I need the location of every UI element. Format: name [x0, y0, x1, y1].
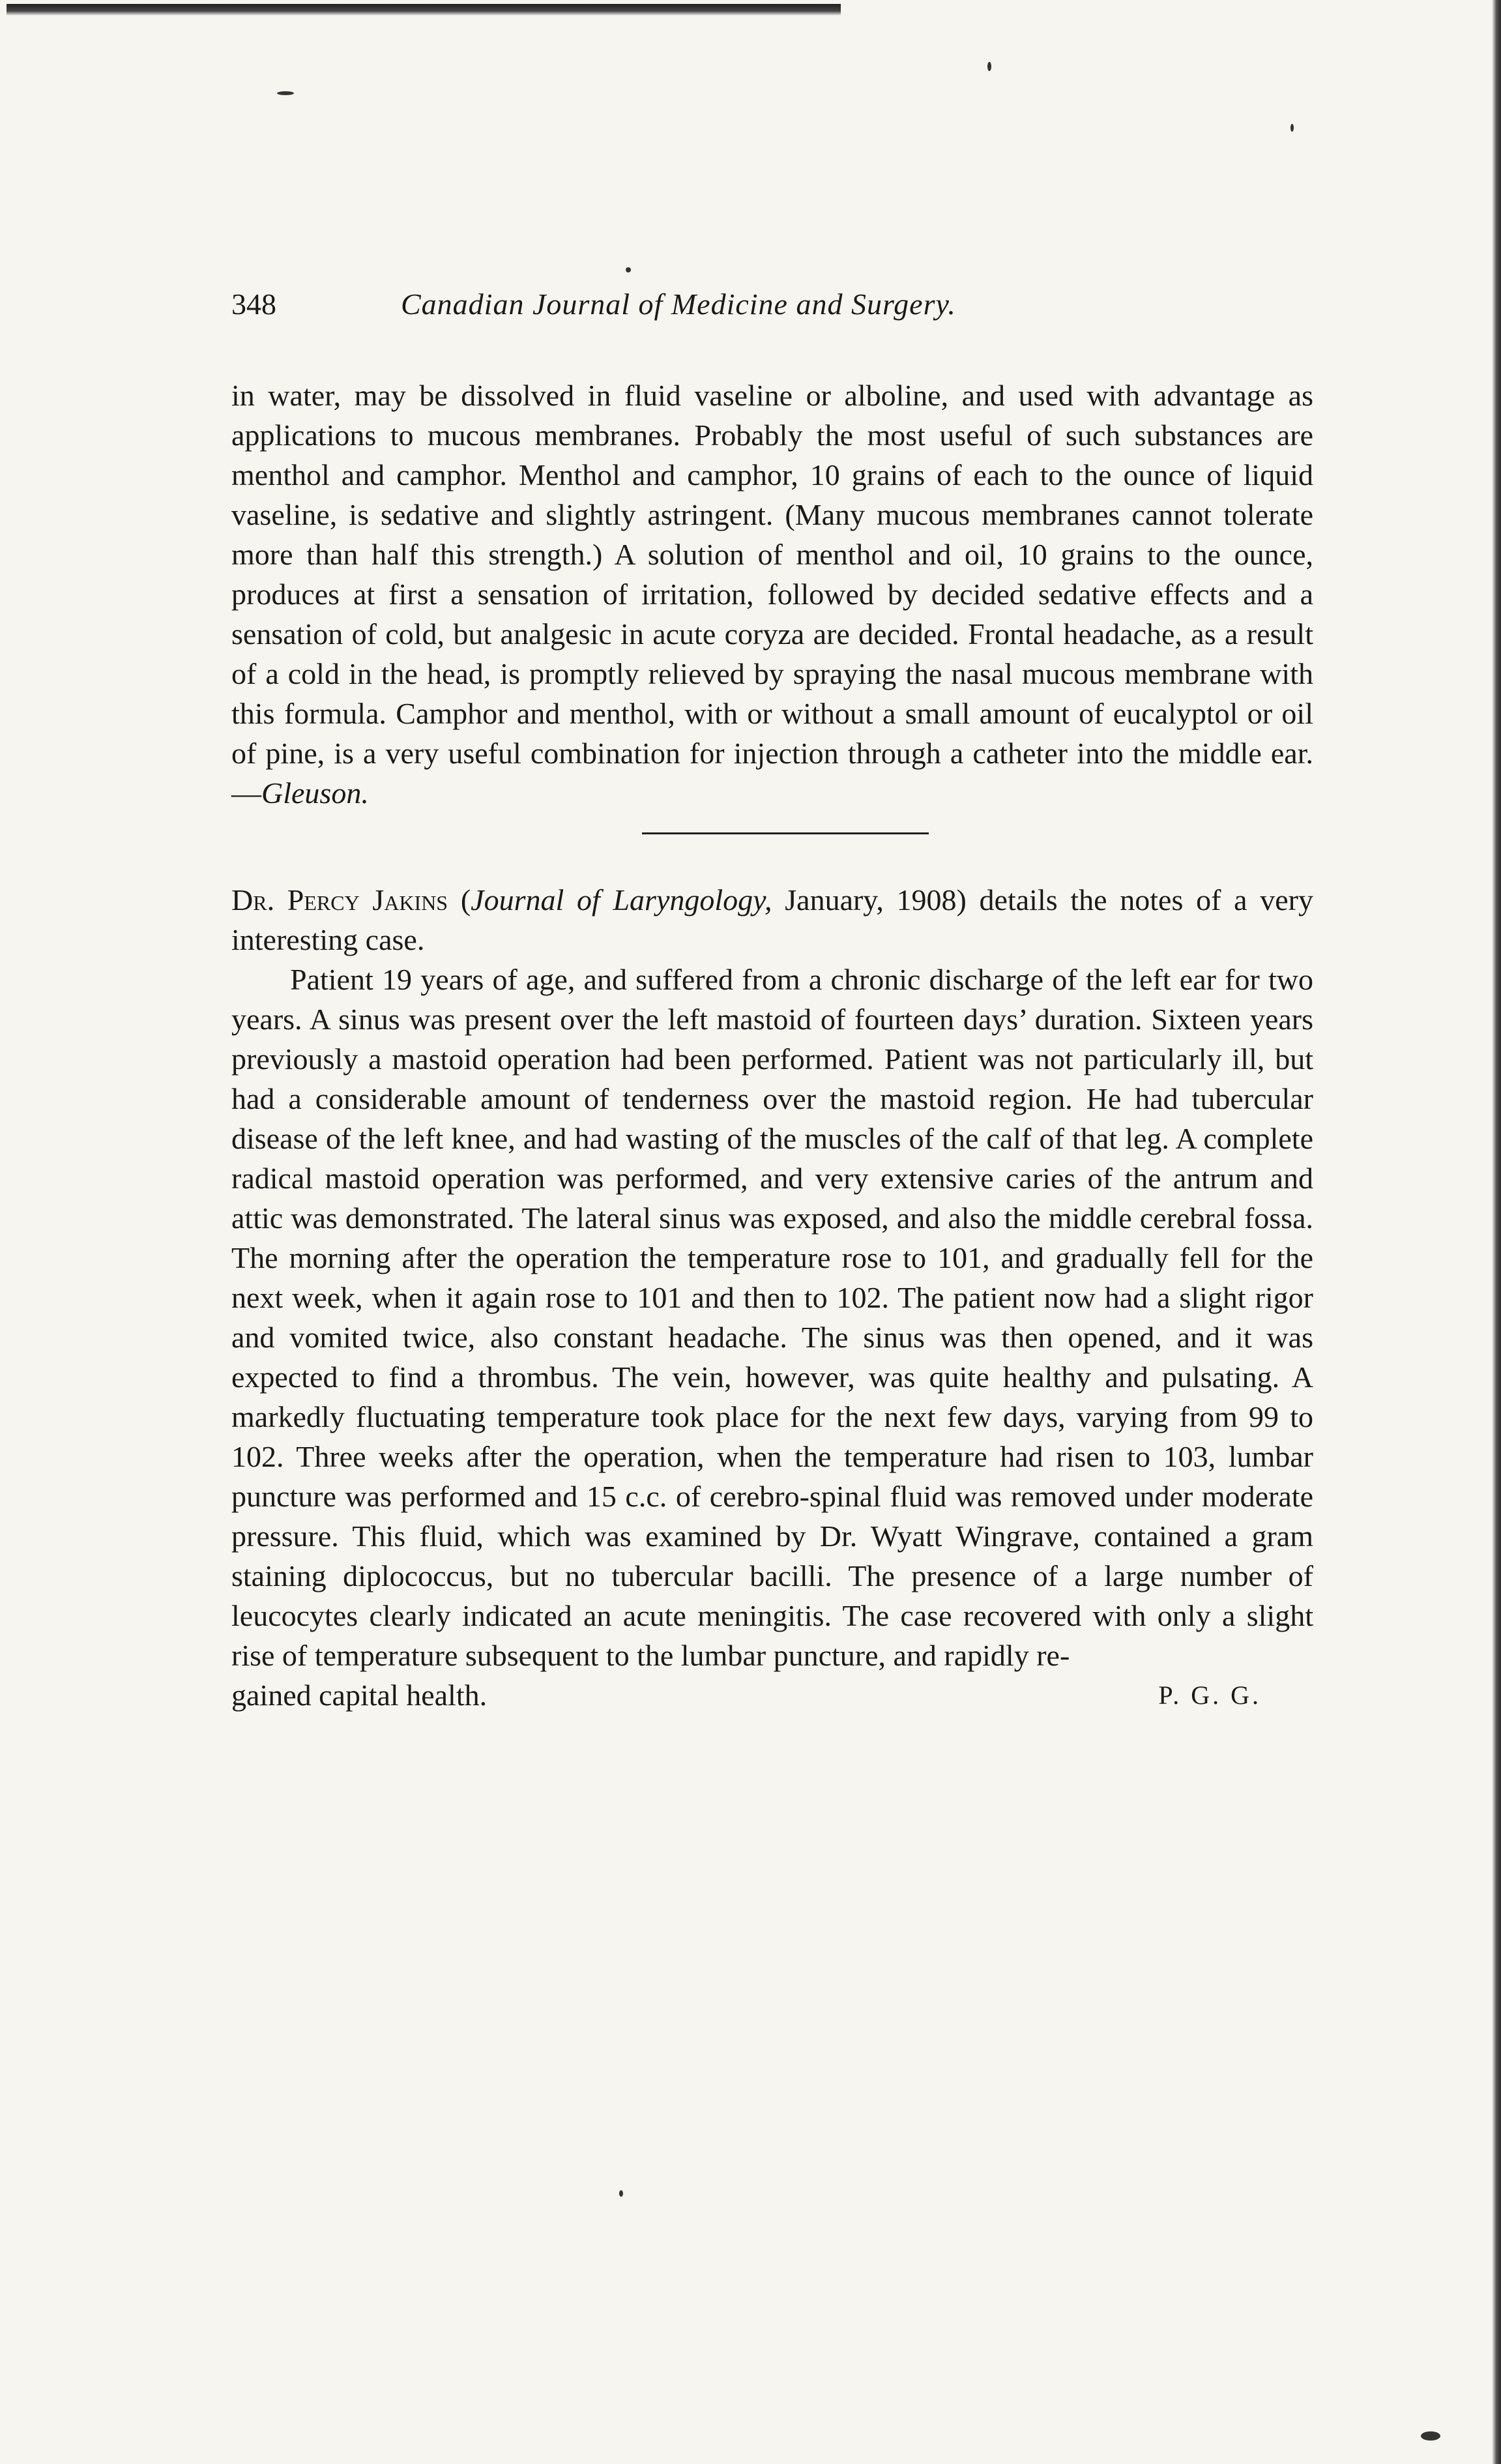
- ink-speck: [1290, 124, 1294, 132]
- citation-rest: January, 1908) details the notes of a very interesting case.: [231, 883, 1313, 956]
- page-number: 348: [231, 287, 276, 321]
- scan-edge-right: [1492, 0, 1501, 2464]
- ink-speck: [619, 2190, 623, 2197]
- abstract-intro: [231, 880, 1313, 960]
- signature-line: [231, 1675, 1313, 1715]
- ink-speck: [626, 267, 631, 272]
- running-head: [231, 287, 1313, 339]
- case-report-paragraph: [231, 960, 1313, 1675]
- author-initials: P. G. G.: [1158, 1680, 1261, 1710]
- author-name: Dr. Percy Jakins: [231, 883, 448, 917]
- section-divider: [642, 832, 929, 834]
- ink-speck: [987, 62, 991, 71]
- scan-edge-top: [7, 4, 841, 16]
- citation-journal: Journal of Laryngology,: [471, 883, 772, 917]
- attribution: Gleuson.: [261, 776, 369, 810]
- ink-speck: [277, 91, 294, 95]
- citation-open: (: [448, 883, 471, 917]
- last-line: gained capital health.: [231, 1679, 488, 1712]
- case-report-text: Patient 19 years of age, and suffered from a chronic discharge of the left ear for two years. A sinus was present over the left mastoid of fourteen days’ duration. Sixteen years previously a mastoid operation had been performed. Patient was not particularly ill, but had a considerable amount of tenderness over the mastoid region. He had tubercular disease of the left knee, and had wasting of the muscles of the calf of that leg. A complete radical mastoid operation was performed, and very extensive caries of the antrum and attic was demonstrated. The lateral sinus was exposed, and also the middle cerebral fossa. The morning after the operation the temperature rose to 101, and gradually fell for the next week, when it again rose to 101 and then to 102. The patient now had a slight rigor and vomited twice, also constant headache. The sinus was then opened, and it was expected to find a thrombus. The vein, however, was quite healthy and pulsating. A markedly fluctuating temperature took place for the next few days, varying from 99 to 102. Three weeks after the operation, when the temperature had risen to 103, lumbar puncture was performed and 15 c.c. of cerebro-spinal fluid was removed under moderate pressure. This fluid, which was examined by Dr. Wyatt Wingrave, contained a gram staining diplococcus, but no tubercular bacilli. The presence of a large number of leucocytes clearly indicated an acute meningitis. The case recovered with only a slight rise of temperature subsequent to the lumbar puncture, and rapidly re-: [231, 963, 1313, 1672]
- article-body: [231, 375, 1313, 1715]
- journal-page: [231, 287, 1313, 1715]
- paragraph-continuation: [231, 375, 1313, 813]
- journal-title: Canadian Journal of Medicine and Surgery.: [401, 287, 956, 321]
- ink-speck: [1421, 2431, 1440, 2441]
- paragraph-text: in water, may be dissolved in fluid vaseline or alboline, and used with advantage as applications to mucous membranes. Probably the most useful of such substances are menthol and camphor. Menthol and camphor, 10 grains of each to the ounce of liquid vaseline, is sedative and slightly astringent. (Many mucous membranes cannot tolerate more than half this strength.) A solution of menthol and oil, 10 grains to the ounce, produces at first a sensation of irritation, followed by decided sedative effects and a sensation of cold, but analgesic in acute coryza are decided. Frontal headache, as a result of a cold in the head, is promptly relieved by spraying the nasal mucous membrane with this formula. Camphor and menthol, with or without a small amount of eucalyptol or oil of pine, is a very useful combination for injection through a catheter into the middle ear.—: [231, 379, 1313, 810]
